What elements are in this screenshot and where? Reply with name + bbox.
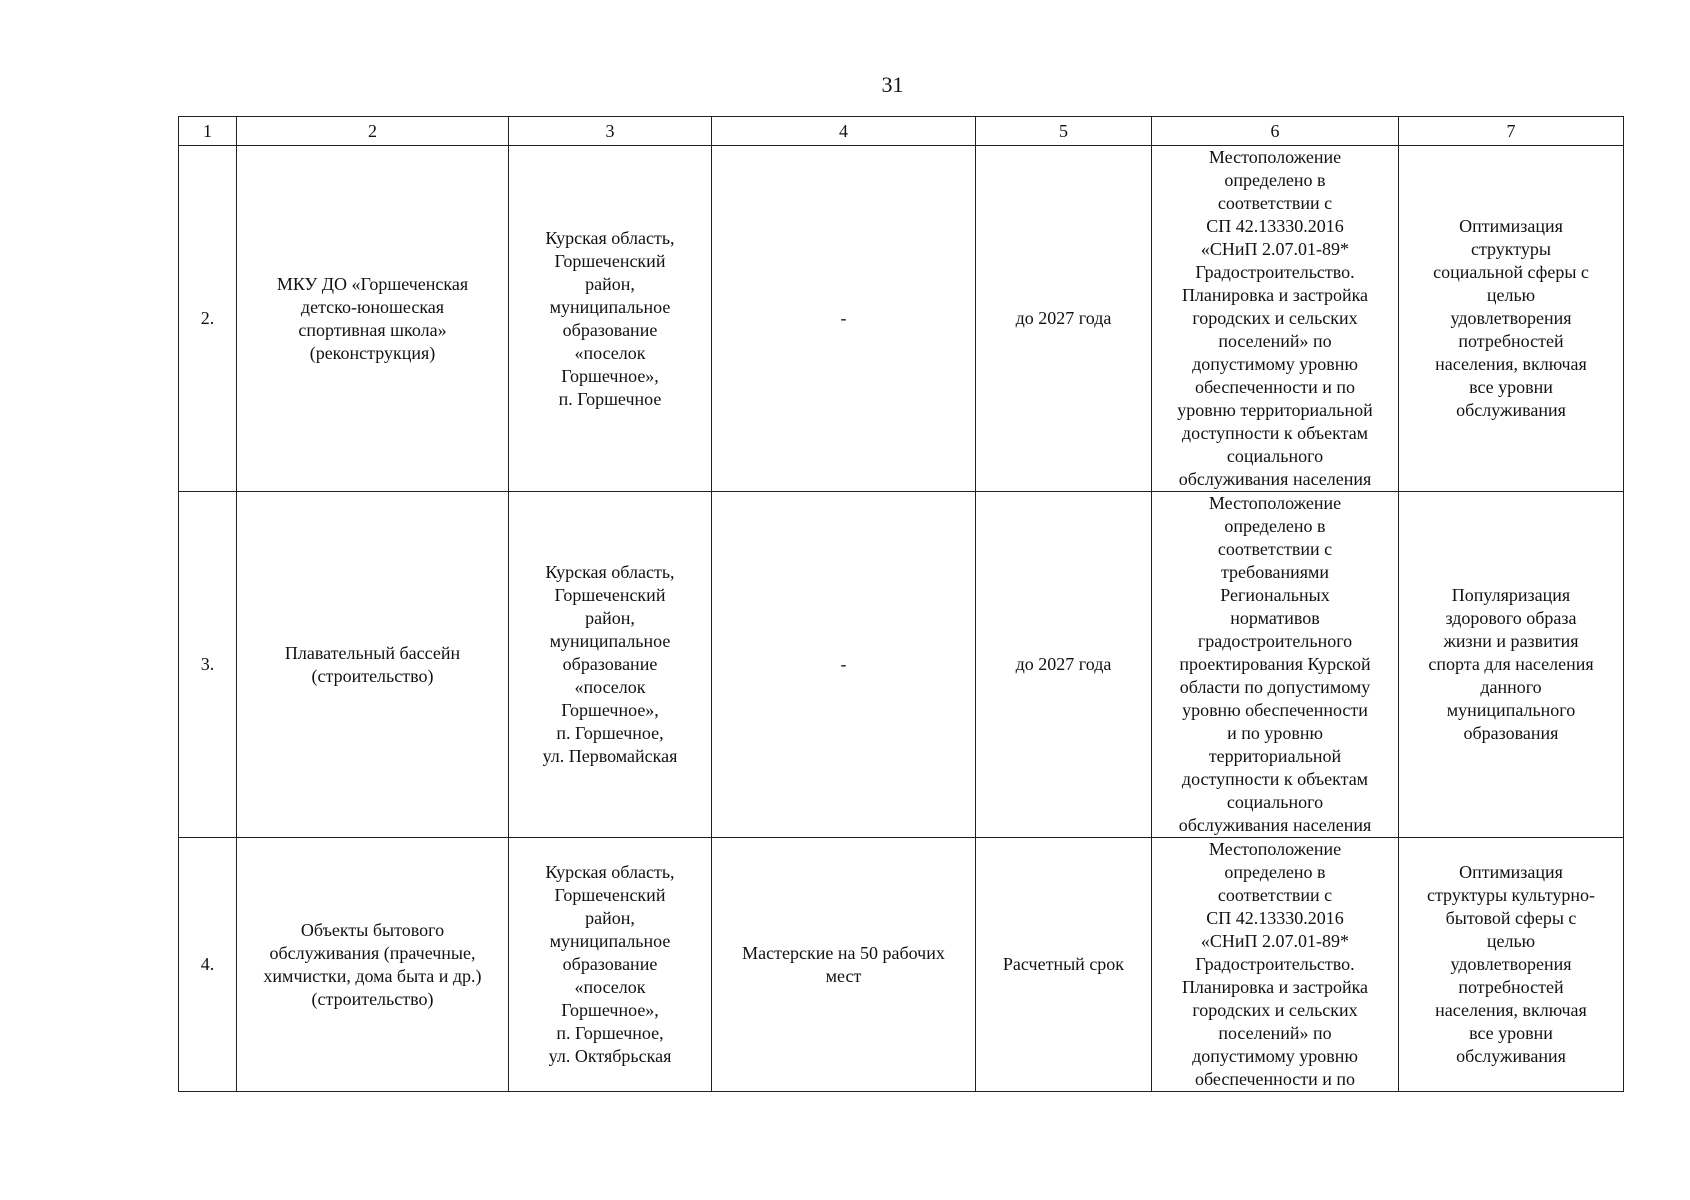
goal: Оптимизация структуры культурно- бытовой сферы с целью удовлетворения потребностей населения, включая все уровни обслуживания [1426,862,1596,1066]
location: Курская область, Горшеченский район, муниципальное образование «поселок Горшечное», п. Горшечное, ул. Первомайская [542,562,678,766]
characteristics: Мастерские на 50 рабочих мест [742,942,945,986]
object-name-cell [237,838,509,1092]
characteristics-cell [712,146,976,492]
characteristics: - [840,308,847,328]
row-number-cell [179,146,237,492]
table-row [179,838,1624,1092]
object-name: Плавательный бассейн (строительство) [284,642,461,686]
justification-cell [1152,838,1399,1092]
header-cell-4: 4 [712,117,976,146]
row-number: 2. [200,308,215,328]
goal-cell [1399,146,1624,492]
term: Расчетный срок [1002,954,1125,974]
objects-table [178,116,1624,1092]
goal-cell [1399,492,1624,838]
justification: Местоположение определено в соответствии с СП 42.13330.2016 «СНиП 2.07.01-89* Градостроительство. Планировка и застройка городских и сельских поселений» по допустимому уровню обеспеченности и по уровню территориальной доступности к объектам социального обслуживания населения [1177,147,1373,489]
table-row [179,492,1624,838]
characteristics-cell [712,838,976,1092]
justification: Местоположение определено в соответствии с требованиями Региональных нормативов градостроительного проектирования Курской области по допустимому уровню обеспеченности и по уровню территориальной доступности к объектам социального обслуживания населения [1178,493,1372,835]
table-row [179,146,1624,492]
row-number-cell [179,492,237,838]
location: Курская область, Горшеченский район, муниципальное образование «поселок Горшечное», п. Горшечное, ул. Октябрьская [545,862,675,1066]
location-cell [509,838,712,1092]
header-cell-1: 1 [179,117,237,146]
object-name-cell [237,146,509,492]
row-number: 4. [200,954,215,974]
location-cell [509,492,712,838]
term-cell [976,146,1152,492]
goal-cell [1399,838,1624,1092]
goal: Оптимизация структуры социальной сферы с целью удовлетворения потребностей населения, включая все уровни обслуживания [1433,216,1589,420]
header-cell-6: 6 [1152,117,1399,146]
goal: Популяризация здорового образа жизни и развития спорта для населения данного муниципального образования [1428,585,1594,743]
header-cell-5: 5 [976,117,1152,146]
header-cell-2: 2 [237,117,509,146]
row-number-cell [179,838,237,1092]
page-number: 31 [881,72,904,97]
term-cell [976,492,1152,838]
table-header-row [179,117,1624,146]
term-cell [976,838,1152,1092]
location-cell [509,146,712,492]
term: до 2027 года [1015,308,1112,328]
characteristics-cell [712,492,976,838]
header-cell-7: 7 [1399,117,1624,146]
object-name-cell [237,492,509,838]
term: до 2027 года [1015,654,1112,674]
justification-cell [1152,492,1399,838]
characteristics: - [840,654,847,674]
location: Курская область, Горшеченский район, муниципальное образование «поселок Горшечное», п. Горшечное [545,227,675,409]
object-name: Объекты бытового обслуживания (прачечные, химчистки, дома быта и др.) (строительство) [263,919,482,1009]
object-name: МКУ ДО «Горшеченская детско-юношеская спортивная школа» (реконструкция) [276,273,469,363]
header-cell-3: 3 [509,117,712,146]
row-number: 3. [200,654,215,674]
justification-cell [1152,146,1399,492]
justification: Местоположение определено в соответствии с СП 42.13330.2016 «СНиП 2.07.01-89* Градостроительство. Планировка и застройка городских и сельских поселений» по допустимому уровню обеспеченности и по [1181,839,1369,1089]
